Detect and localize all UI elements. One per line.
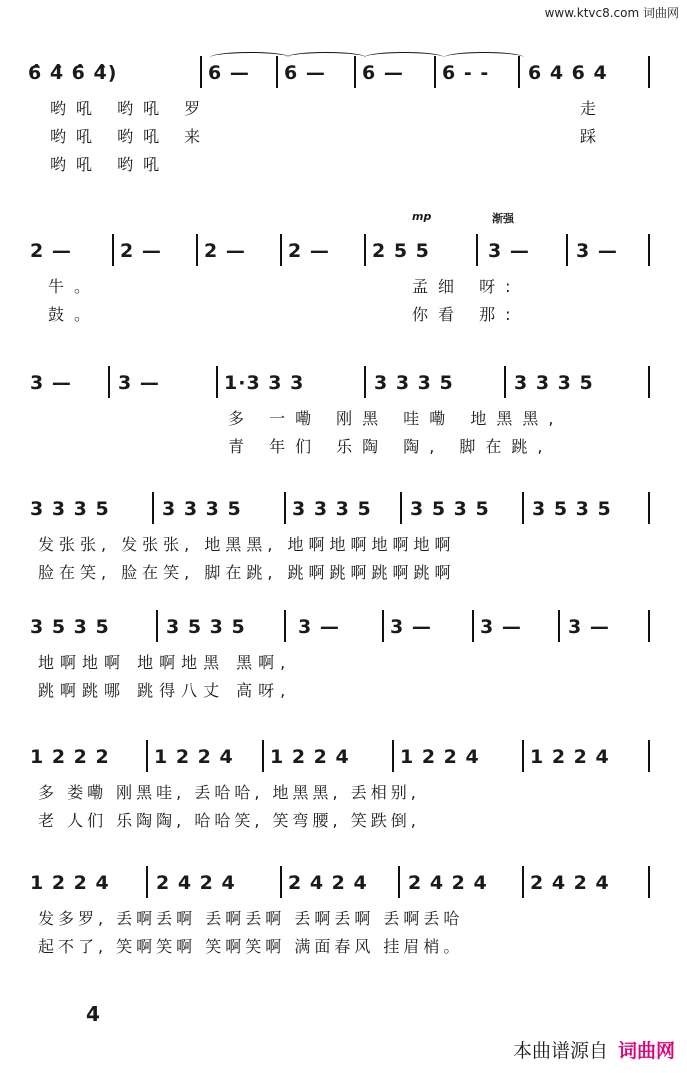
measure: 2 — — [120, 240, 162, 262]
measure: 3 — — [576, 240, 618, 262]
lyric: 老 人们 乐陶陶, 哈哈笑, 笑弯腰, 笑跌倒, — [38, 811, 420, 830]
score-system-5 — [28, 606, 650, 702]
lyric: 走 — [580, 99, 607, 118]
measure: 2 4 2 4 — [530, 872, 610, 894]
lyric: 鼓。 — [48, 305, 101, 324]
measure: 6 — — [284, 62, 326, 84]
measure: 3 — — [488, 240, 530, 262]
measure: 2 4 2 4 — [408, 872, 488, 894]
measure: 3 — — [30, 372, 72, 394]
measure: 1 2 2 4 — [530, 746, 610, 768]
score-system-1 — [28, 52, 650, 176]
measure: 3 — — [480, 616, 522, 638]
score-system-7 — [28, 862, 650, 958]
measure: 6 - - — [442, 62, 490, 84]
lyric: 哟吼 哟吼 来 — [50, 127, 211, 146]
measure: 2 5 5 — [372, 240, 430, 262]
measure: 3 — — [118, 372, 160, 394]
lyric: 脸在笑, 脸在笑, 脚在跳, 跳啊跳啊跳啊跳啊 — [38, 563, 456, 582]
measure: 3 3 3 5 — [374, 372, 454, 394]
measure: 1 2 2 2 — [30, 746, 110, 768]
measure: 3 3 3 5 — [514, 372, 594, 394]
measure: 1 2 2 4 — [154, 746, 234, 768]
footer-brand[interactable]: 词曲网 — [617, 1040, 675, 1062]
measure: 6 — — [362, 62, 404, 84]
lyric: 你看 那: — [412, 305, 521, 324]
measure: 1 2 2 4 — [270, 746, 350, 768]
measure: 6 4 6 4 — [528, 62, 608, 84]
measure: 6 — — [208, 62, 250, 84]
measure: 1·3 3 3 — [224, 372, 305, 394]
measure: 2 4 2 4 — [288, 872, 368, 894]
lyric: 踩 — [580, 127, 607, 146]
measure: 3 5 3 5 — [410, 498, 490, 520]
score-system-2 — [28, 230, 650, 326]
lyric: 青 年们 乐陶 陶, 脚在跳, — [228, 437, 553, 456]
measure: 3 — — [298, 616, 340, 638]
lyric: 哟吼 哟吼 罗 — [50, 99, 211, 118]
lyric: 发张张, 发张张, 地黑黑, 地啊地啊地啊地啊 — [38, 535, 456, 554]
dynamic-mp: mp — [412, 210, 432, 223]
lyric: 地啊地啊 地啊地黑 黑啊, — [38, 653, 292, 672]
measure: 3 — — [390, 616, 432, 638]
measure: 1 2 2 4 — [400, 746, 480, 768]
footer — [513, 1036, 675, 1063]
measure: 1 2 2 4 — [30, 872, 110, 894]
measure: 3 5 3 5 — [166, 616, 246, 638]
measure: 3 — — [568, 616, 610, 638]
measure: 2 4 2 4 — [156, 872, 236, 894]
lyric: 哟吼 哟吼 — [50, 155, 170, 174]
dynamic-cresc: 渐强 — [492, 212, 514, 225]
measure: 3 3 3 5 — [30, 498, 110, 520]
lyric: 发多罗, 丢啊丢啊 丢啊丢啊 丢啊丢啊 丢啊丢哈 — [38, 909, 464, 928]
measure: 3 3 3 5 — [162, 498, 242, 520]
measure: 2 — — [288, 240, 330, 262]
footer-text: 本曲谱源自 — [512, 1040, 608, 1062]
score-system-6 — [28, 736, 650, 832]
measure: 3 3 3 5 — [292, 498, 372, 520]
measure: 2 — — [204, 240, 246, 262]
score-system-3 — [28, 362, 650, 458]
lyric: 跳啊跳哪 跳得八丈 高呀, — [38, 681, 292, 700]
measure: 2 — — [30, 240, 72, 262]
score-system-4 — [28, 488, 650, 584]
measure: 6̂ 4̂ 6̂ 4̂) — [28, 62, 118, 84]
lyric: 牛。 — [48, 277, 101, 296]
lyric: 起不了, 笑啊笑啊 笑啊笑啊 满面春风 挂眉梢。 — [38, 937, 464, 956]
lyric: 多 一嘞 刚黑 哇嘞 地黑黑, — [228, 409, 564, 428]
site-url: www.ktvc8.com 词曲网 — [544, 6, 679, 20]
page-number: 4 — [86, 1002, 100, 1026]
measure: 3 5 3 5 — [30, 616, 110, 638]
measure: 3 5 3 5 — [532, 498, 612, 520]
lyric: 多 娄嘞 刚黑哇, 丢哈哈, 地黑黑, 丢相别, — [38, 783, 420, 802]
lyric: 孟细 呀: — [412, 277, 521, 296]
